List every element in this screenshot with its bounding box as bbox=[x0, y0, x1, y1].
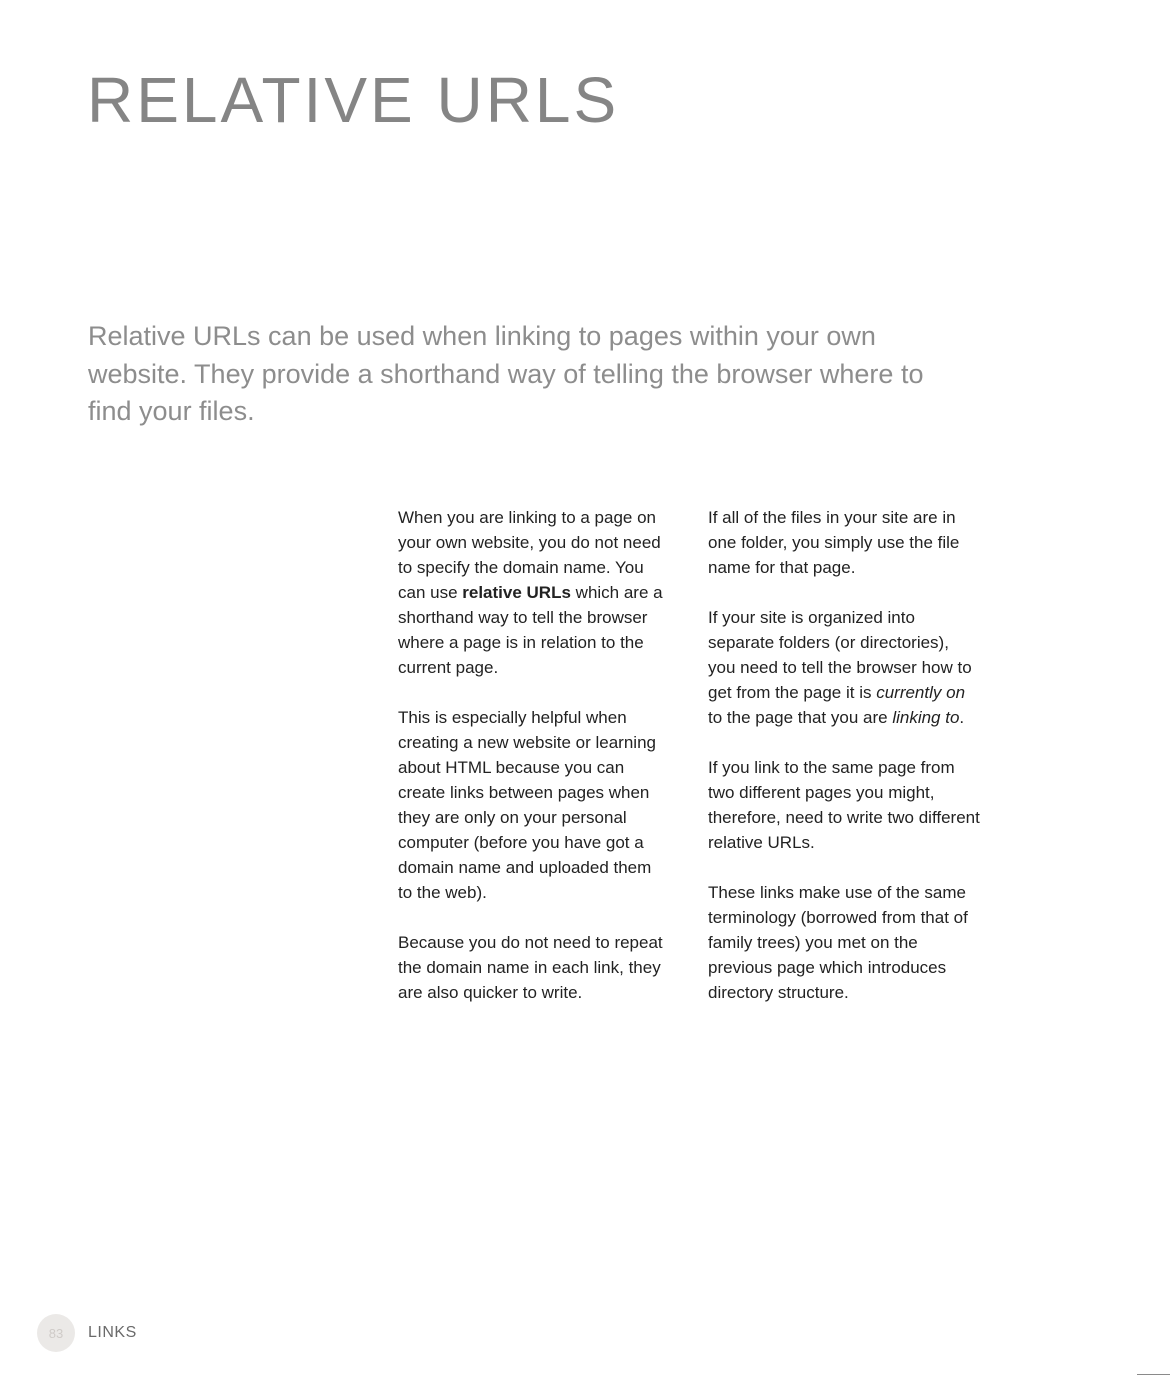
page-number-badge: 83 bbox=[37, 1314, 75, 1352]
paragraph: Because you do not need to repeat the domain name in each link, they are also quicker to write. bbox=[398, 933, 663, 1002]
corner-divider bbox=[1137, 1374, 1170, 1375]
paragraph bbox=[398, 505, 670, 680]
text-run: . bbox=[959, 708, 965, 727]
body-column-left bbox=[398, 505, 670, 1030]
section-label: LINKS bbox=[88, 1324, 137, 1341]
body-column-right bbox=[708, 505, 980, 1030]
paragraph: These links make use of the same terminology (borrowed from that of family trees) you met on the previous page which introduces directory structure. bbox=[708, 883, 968, 1002]
emphasis-bold: relative URLs bbox=[462, 583, 571, 602]
paragraph: If all of the files in your site are in one folder, you simply use the file name for that page. bbox=[708, 508, 960, 577]
paragraph: This is especially helpful when creating a new website or learning about HTML because you can create links between pages when they are only on your personal computer (before you have got a domain name and uploaded them to the web). bbox=[398, 708, 656, 902]
intro-paragraph: Relative URLs can be used when linking to pages within your own website. They provide a shorthand way of telling the browser where to find your files. bbox=[88, 321, 924, 426]
page-footer bbox=[37, 1314, 137, 1352]
emphasis-italic: currently on bbox=[876, 683, 966, 702]
emphasis-italic: linking to bbox=[892, 708, 960, 727]
paragraph: If you link to the same page from two different pages you might, therefore, need to write two different relative URLs. bbox=[708, 758, 980, 852]
text-run: which are a shorthand way to tell the browser where a page is in relation to the current page. bbox=[398, 583, 663, 677]
text-run: to the page that you are bbox=[708, 708, 893, 727]
text-run: If your site is organized into separate folders (or directories), you need to tell the browser how to get from the page it is bbox=[708, 608, 972, 702]
paragraph bbox=[708, 605, 980, 730]
text-run: When you are linking to a page on your own website, you do not need to specify the domain name. You can use bbox=[398, 508, 661, 602]
page-title: RELATIVE URLS bbox=[87, 64, 620, 136]
